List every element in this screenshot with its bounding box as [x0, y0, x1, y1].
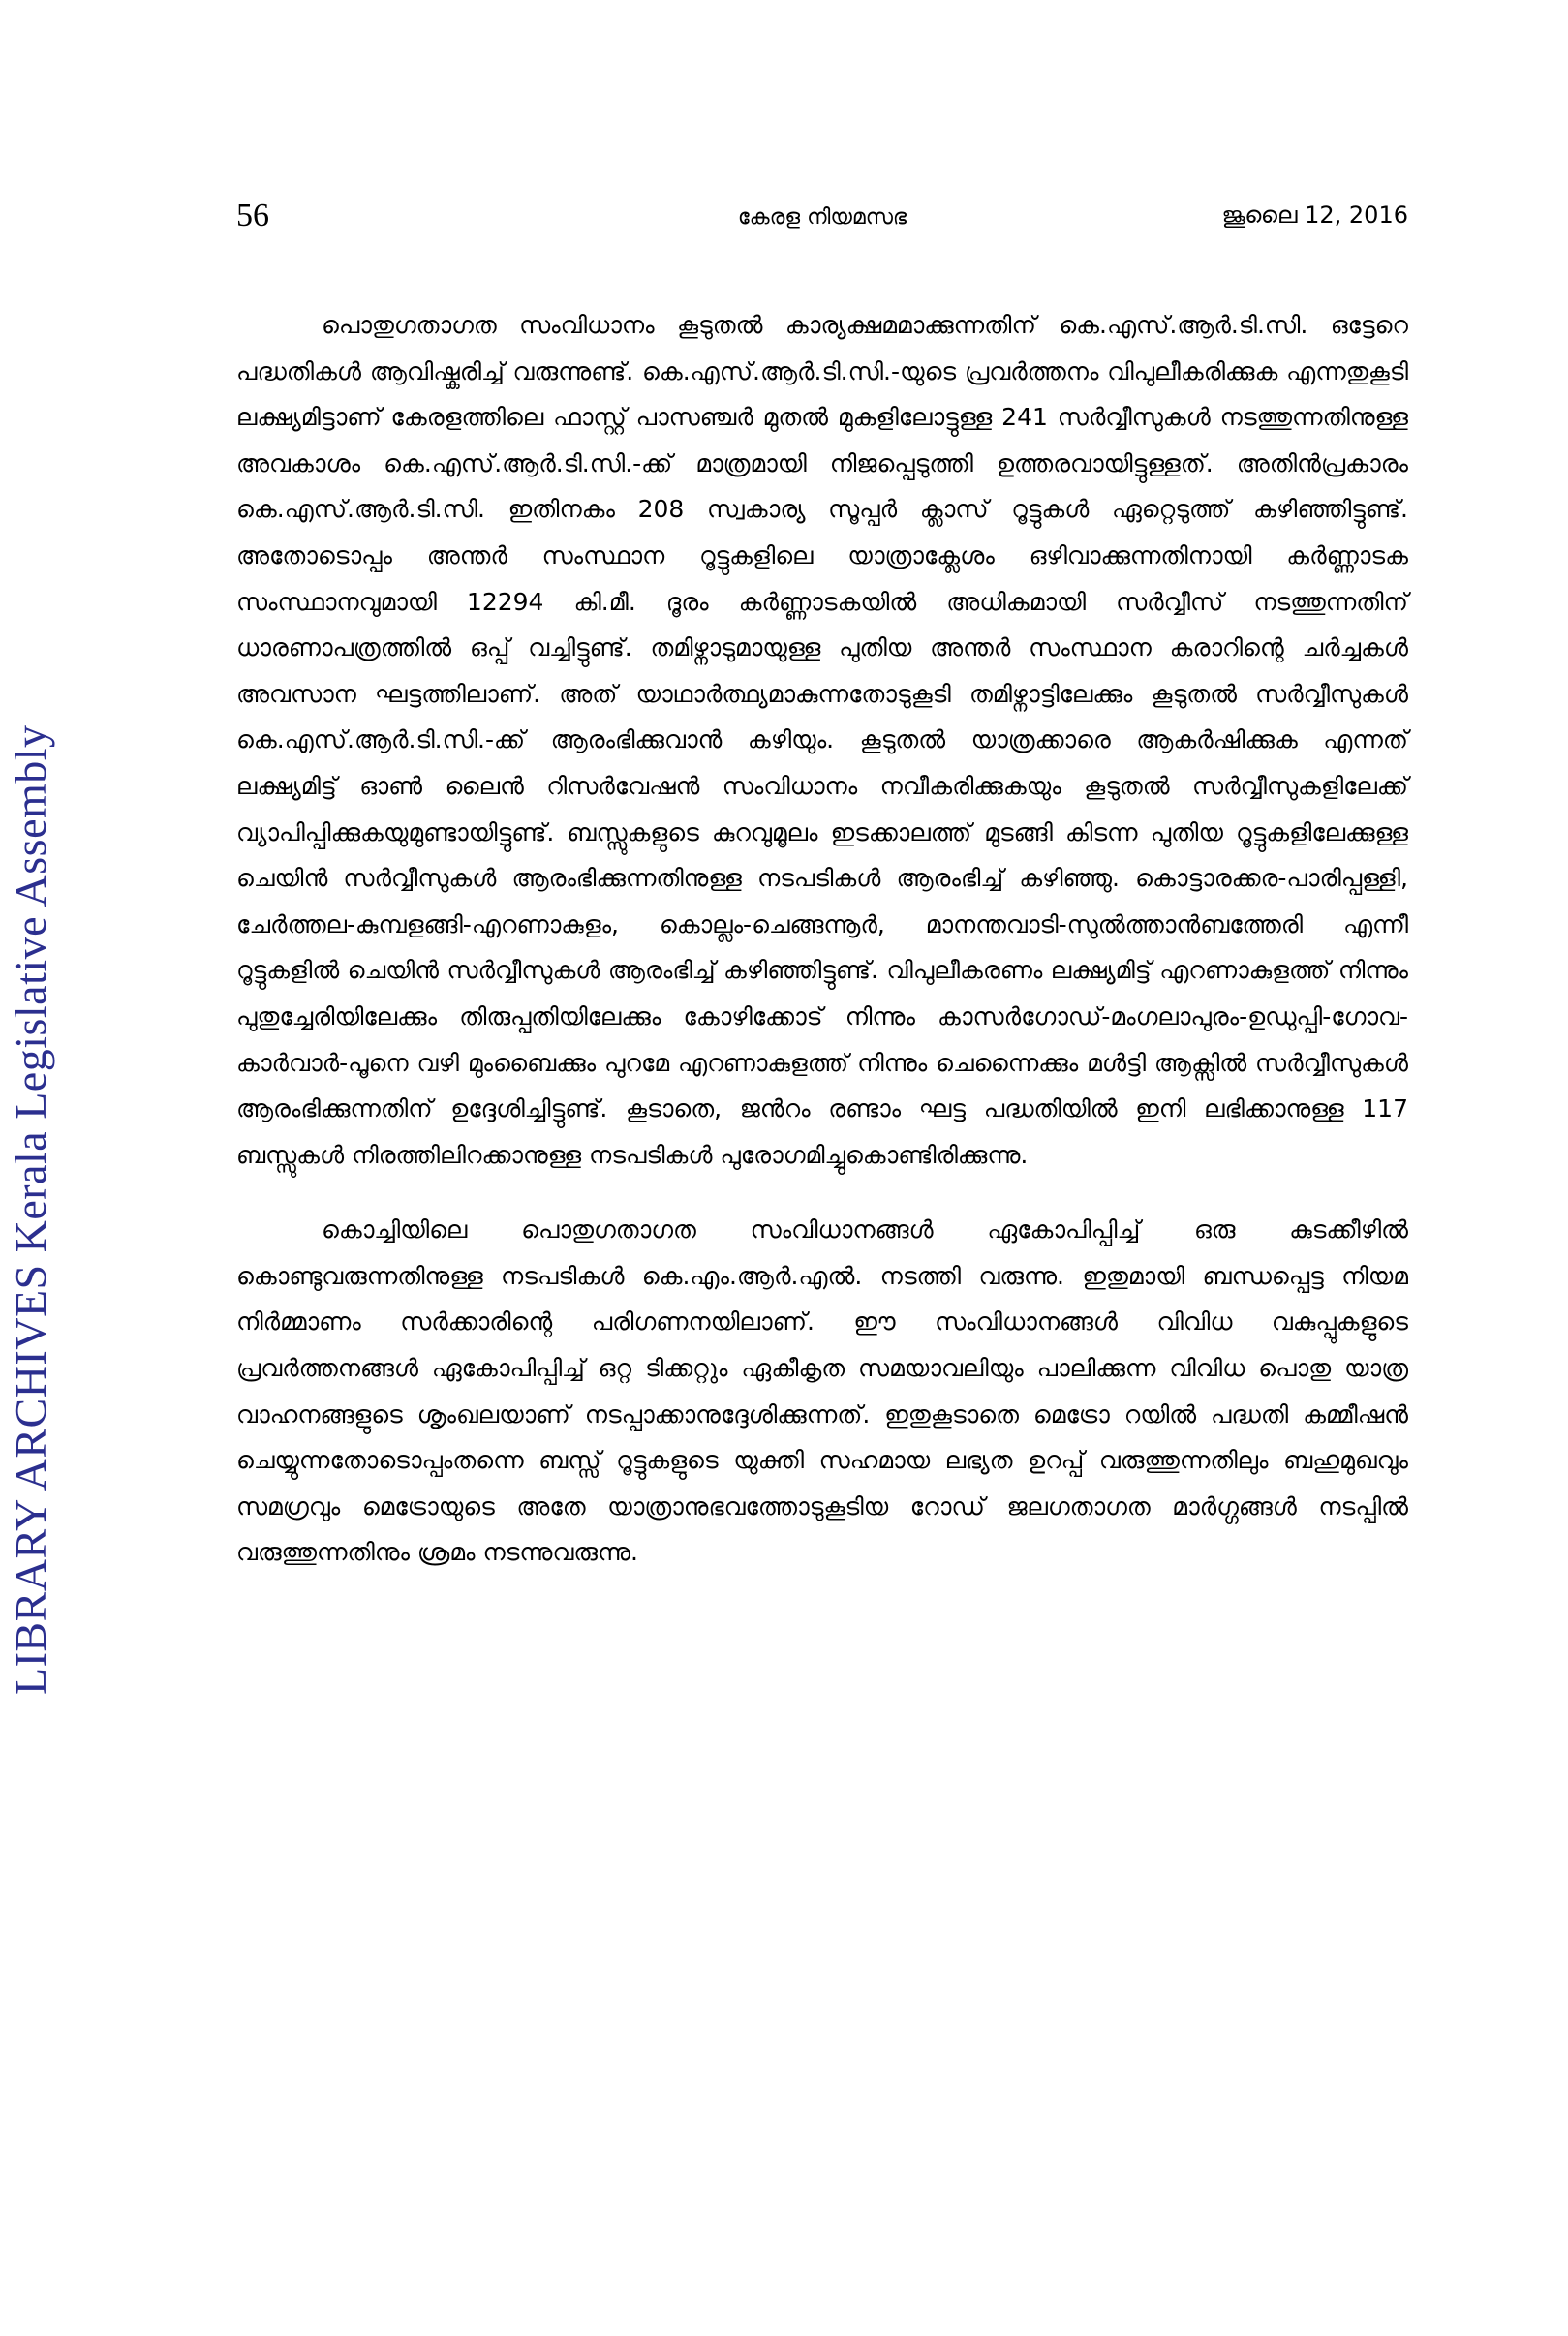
archive-watermark: LIBRARY ARCHIVES Kerala Legislative Assembly: [6, 724, 55, 1695]
document-body: [236, 302, 1408, 1576]
page-header: [236, 190, 1408, 248]
page-number: 56: [236, 198, 269, 233]
paragraph: കൊച്ചിയിലെ പൊതുഗതാഗത സംവിധാനങ്ങൾ ഏകോപിപ്പിച്ച് ഒരു കുടക്കീഴിൽ കൊണ്ടുവരുന്നതിനുള്ള നടപടികൾ കെ.എം.ആർ.എൽ. നടത്തി വരുന്നു. ഇതുമായി ബന്ധപ്പെട്ട നിയമ നിർമ്മാണം സർക്കാരിന്റെ പരിഗണനയിലാണ്. ഈ സംവിധാനങ്ങൾ വിവിധ വകുപ്പുകളുടെ പ്രവർത്തനങ്ങൾ ഏകോപിപ്പിച്ച് ഒറ്റ ടിക്കറ്റും ഏകീകൃത സമയാവലിയും പാലിക്കുന്ന വിവിധ പൊതു യാത്ര വാഹനങ്ങളുടെ ശൃംഖലയാണ് നടപ്പാക്കാനുദ്ദേശിക്കുന്നത്. ഇതുകൂടാതെ മെട്രോ റയിൽ പദ്ധതി കമ്മീഷൻ ചെയ്യുന്നതോടൊപ്പംതന്നെ ബസ്സ് റൂട്ടുകളുടെ യുക്തി സഹമായ ലഭ്യത ഉറപ്പ് വരുത്തുന്നതിലും ബഹുമുഖവും സമഗ്രവും മെട്രോയുടെ അതേ യാത്രാനുഭവത്തോടുകൂടിയ റോഡ് ജലഗതാഗത മാർഗ്ഗങ്ങൾ നടപ്പിൽ വരുത്തുന്നതിനും ശ്രമം നടന്നുവരുന്നു.: [236, 1215, 1408, 1567]
header-title: കേരള നിയമസഭ: [737, 205, 907, 230]
paragraph: പൊതുഗതാഗത സംവിധാനം കൂടുതൽ കാര്യക്ഷമമാക്കുന്നതിന് കെ.എസ്.ആർ.ടി.സി. ഒട്ടേറെ പദ്ധതികൾ ആവിഷ്കരിച്ച് വരുന്നുണ്ട്. കെ.എസ്.ആർ.ടി.സി.-യുടെ പ്രവർത്തനം വിപുലീകരിക്കുക എന്നതുകൂടി ലക്ഷ്യമിട്ടാണ് കേരളത്തിലെ ഫാസ്റ്റ് പാസഞ്ചർ മുതൽ മുകളിലോട്ടുള്ള 241 സർവ്വീസുകൾ നടത്തുന്നതിനുള്ള അവകാശം കെ.എസ്.ആർ.ടി.സി.-ക്ക് മാത്രമായി നിജപ്പെടുത്തി ഉത്തരവായിട്ടുള്ളത്. അതിൻപ്രകാരം കെ.എസ്.ആർ.ടി.സി. ഇതിനകം 208 സ്വകാര്യ സൂപ്പർ ക്ലാസ് റൂട്ടുകൾ ഏറ്റെടുത്ത് കഴിഞ്ഞിട്ടുണ്ട്. അതോടൊപ്പം അന്തർ സംസ്ഥാന റൂട്ടുകളിലെ യാത്രാക്ലേശം ഒഴിവാക്കുന്നതിനായി കർണ്ണാടക സംസ്ഥാനവുമായി 12294 കി.മീ. ദൂരം കർണ്ണാടകയിൽ അധികമായി സർവ്വീസ് നടത്തുന്നതിന് ധാരണാപത്രത്തിൽ ഒപ്പ് വച്ചിട്ടുണ്ട്. തമിഴ്നാടുമായുള്ള പുതിയ അന്തർ സംസ്ഥാന കരാറിന്റെ ചർച്ചകൾ അവസാന ഘട്ടത്തിലാണ്. അത് യാഥാർത്ഥ്യമാകുന്നതോടുകൂടി തമിഴ്നാട്ടിലേക്കും കൂടുതൽ സർവ്വീസുകൾ കെ.എസ്.ആർ.ടി.സി.-ക്ക് ആരംഭിക്കുവാൻ കഴിയും. കൂടുതൽ യാത്രക്കാരെ ആകർഷിക്കുക എന്നത് ലക്ഷ്യമിട്ട് ഓൺ ലൈൻ റിസർവേഷൻ സംവിധാനം നവീകരിക്കുകയും കൂടുതൽ സർവ്വീസുകളിലേക്ക് വ്യാപിപ്പിക്കുകയുമുണ്ടായിട്ടുണ്ട്. ബസ്സുകളുടെ കുറവുമൂലം ഇടക്കാലത്ത് മുടങ്ങി കിടന്ന പുതിയ റൂട്ടുകളിലേക്കുള്ള ചെയിൻ സർവ്വീസുകൾ ആരംഭിക്കുന്നതിനുള്ള നടപടികൾ ആരംഭിച്ച് കഴിഞ്ഞു. കൊട്ടാരക്കര-പാരിപ്പള്ളി, ചേർത്തല-കുമ്പളങ്ങി-എറണാകുളം, കൊല്ലം-ചെങ്ങന്നൂർ, മാനന്തവാടി-സുൽത്താൻബത്തേരി എന്നീ റൂട്ടുകളിൽ ചെയിൻ സർവ്വീസുകൾ ആരംഭിച്ച് കഴിഞ്ഞിട്ടുണ്ട്. വിപുലീകരണം ലക്ഷ്യമിട്ട് എറണാകുളത്ത് നിന്നും പുതുച്ചേരിയിലേക്കും തിരുപ്പതിയിലേക്കും കോഴിക്കോട് നിന്നും കാസർഗോഡ്-മംഗലാപുരം-ഉഡുപ്പി-ഗോവ-കാർവാർ-പൂനെ വഴി മുംബൈക്കും പുറമേ എറണാകുളത്ത് നിന്നും ചെന്നൈക്കും മൾട്ടി ആക്സിൽ സർവ്വീസുകൾ ആരംഭിക്കുന്നതിന് ഉദ്ദേശിച്ചിട്ടുണ്ട്. കൂടാതെ, ജൻറം രണ്ടാം ഘട്ട പദ്ധതിയിൽ ഇനി ലഭിക്കാനുള്ള 117 ബസ്സുകൾ നിരത്തിലിറക്കാനുള്ള നടപടികൾ പുരോഗമിച്ചുകൊണ്ടിരിക്കുന്നു.: [236, 311, 1408, 1169]
header-date: ജൂലൈ 12, 2016: [1221, 201, 1408, 229]
